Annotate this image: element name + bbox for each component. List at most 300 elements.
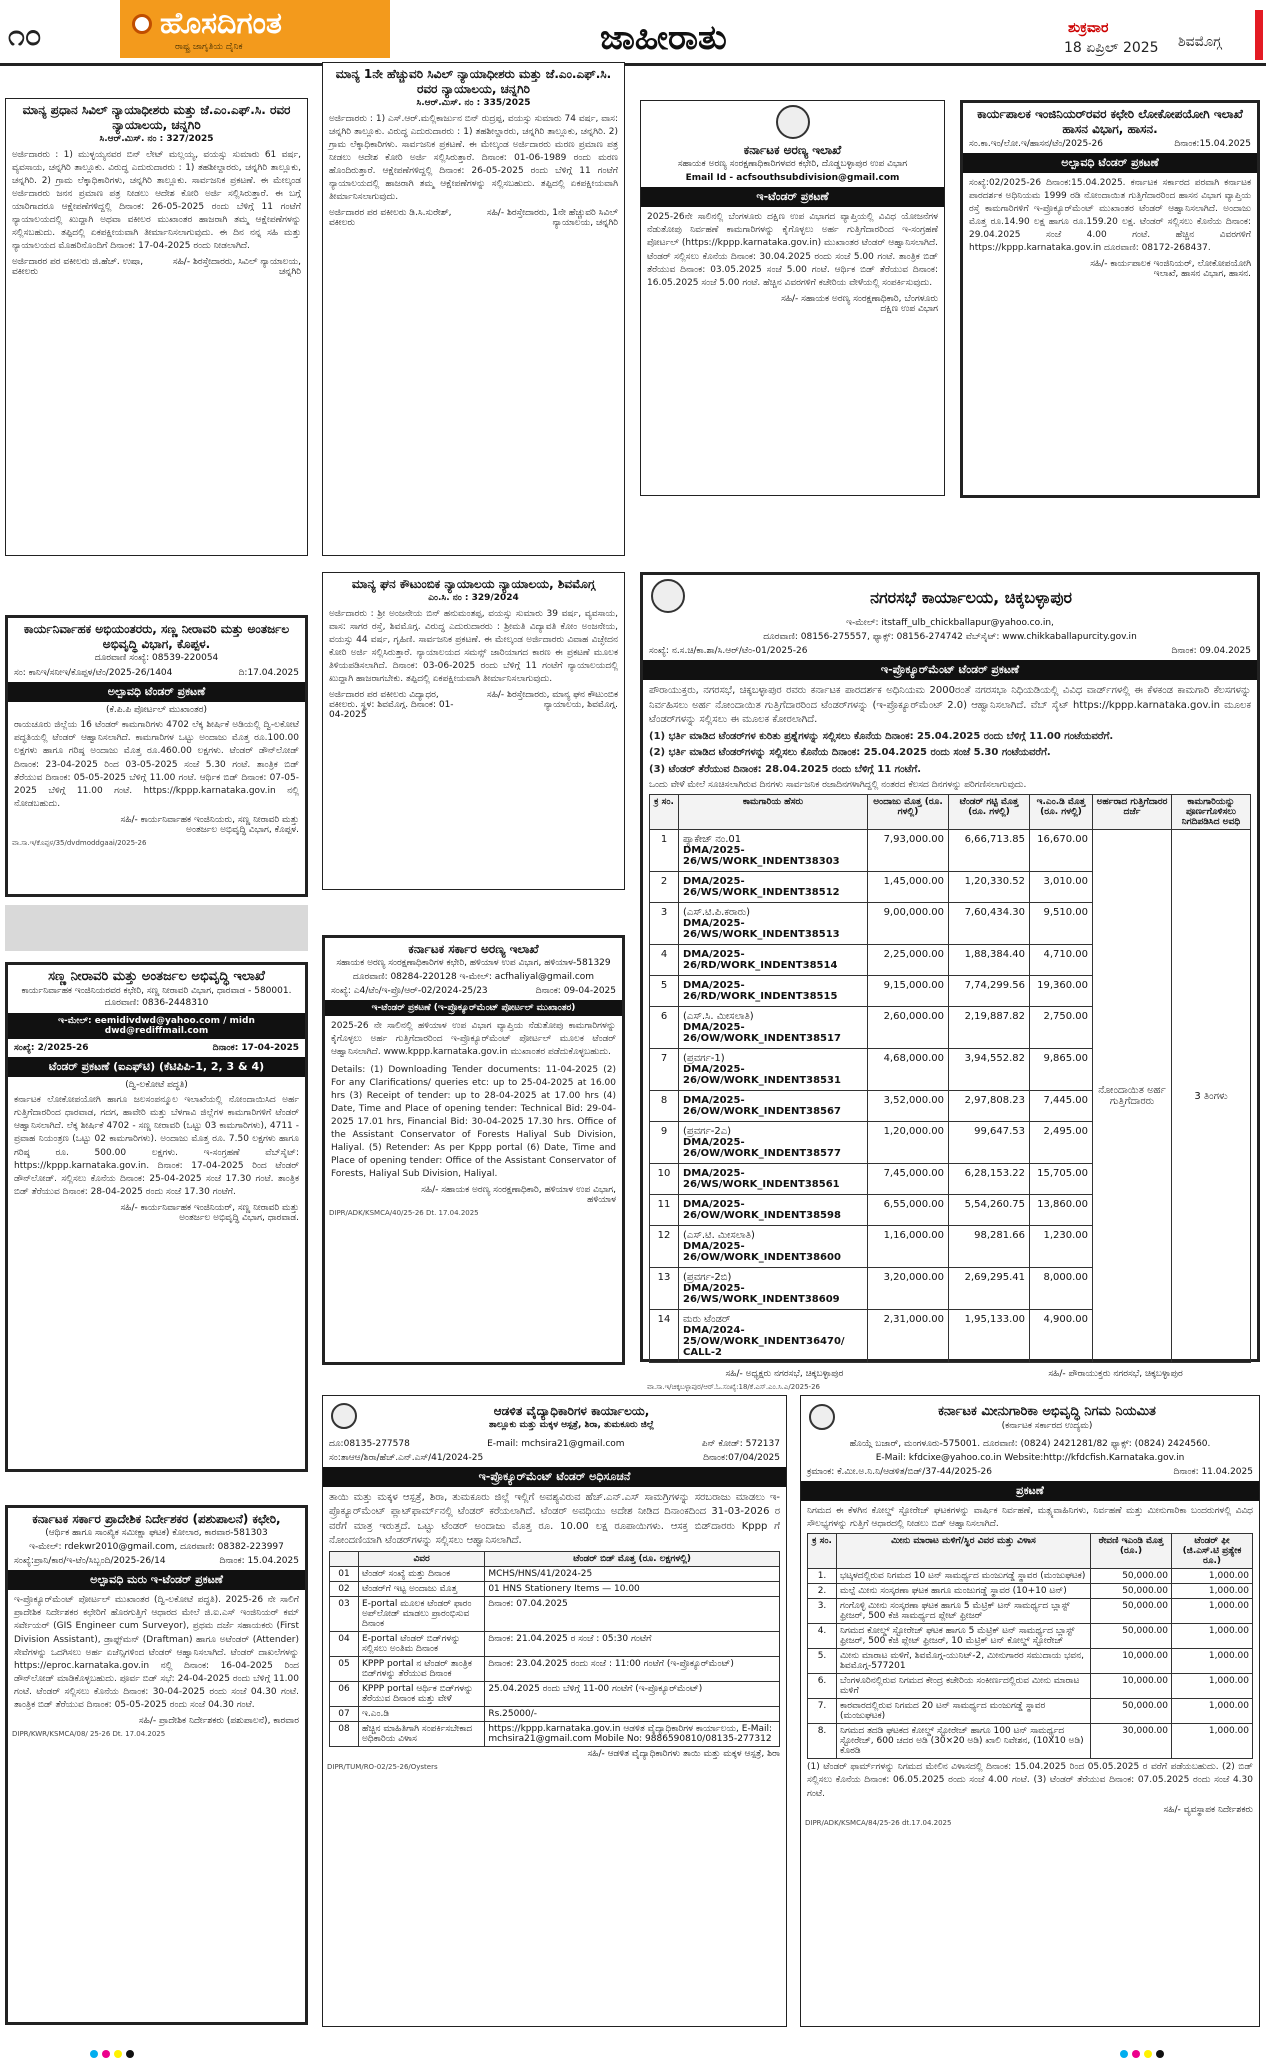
ad-body: ರಾಯಚೂರು ಜಿಲ್ಲೆಯ 16 ಟೆಂಡರ್ ಕಾಮಗಾರಿಗಳು 4702 ಲೆಕ್ಕ ಶೀರ್ಷಿಕೆ ಅಡಿಯಲ್ಲಿ ದ್ವಿ-ಲಕೋಟೆ ಪದ್ಧತಿಯಲ್ಲಿ ಟೆಂಡರ್ ಆಹ್ವಾನಿಸಲಾಗಿದೆ. ಕಾಮಗಾರಿಗಳ ಒಟ್ಟು ಅಂದಾಜು ಮೊತ್ತ ರೂ.100.00 ಲಕ್ಷಗಳು ಹಾಗೂ ಗರಿಷ್ಠ ಅಂದಾಜು ಮೊತ್ತ ರೂ.460.00 ಲಕ್ಷಗಳು. ಟೆಂಡರ್ ಡೌನ್‌ಲೋಡ್ ದಿನಾಂಕ: 23-04-2025 ರಿಂದ 03-05-2025 ಸಂಜೆ 5.30 ಗಂಟೆ. ತಾಂತ್ರಿಕ ಬಿಡ್ ತೆರೆಯುವ ದಿನಾಂಕ: 05-05-2025 ಬೆಳಿಗ್ಗೆ 11.00 ಗಂಟೆ. ಆರ್ಥಿಕ ಬಿಡ್ ದಿನಾಂಕ: 07-05-2025 ಬೆಳಿಗ್ಗೆ 11.00 ಗಂಟೆ. https://kppp.karnataka.gov.in ನಲ್ಲಿ ನೋಡಬಹುದು. — [14, 720, 299, 809]
row-label: KPPP portal ನ ಟೆಂಡರ್ ತಾಂತ್ರಿಕ ಬಿಡ್‌ಗಳನ್ನು ತೆರೆಯುವ ದಿನಾಂಕ — [359, 1656, 485, 1681]
ad-band: ಇ-ಟೆಂಡರ್ ಪ್ರಕಟಣೆ (ಇ-ಪ್ರೊಕ್ಯೂರ್‌ಮೆಂಟ್ ಪೋರ್ಟಲ್ ಮುಖಾಂತರ) — [325, 1000, 622, 1016]
ad-body: ಸಂಖ್ಯೆ:02/2025-26 ದಿನಾಂಕ:15.04.2025. ಕರ್ನಾಟಕ ಸರ್ಕಾರದ ಪರವಾಗಿ ಕರ್ನಾಟಕ ಪಾರದರ್ಶಕ ಅಧಿನಿಯಮ 1999 ರಡಿ ನೋಂದಾಯಿತ ಗುತ್ತಿಗೆದಾರರಿಂದ ಹಾಸನ ವಿಭಾಗ ವ್ಯಾಪ್ತಿಯ ರಸ್ತೆ ಕಾಮಗಾರಿಗಳಿಗೆ ಇ-ಪ್ರೊಕ್ಯೂರ್‌ಮೆಂಟ್ ಮುಖಾಂತರ ಟೆಂಡರ್ ಆಹ್ವಾನಿಸಲಾಗಿದೆ. ಅಂದಾಜು ಮೊತ್ತ ರೂ.14.90 ಲಕ್ಷ ಹಾಗೂ ರೂ.159.20 ಲಕ್ಷ. ಟೆಂಡರ್ ಸಲ್ಲಿಸಲು ಕೊನೆಯ ದಿನಾಂಕ: 29.04.2025 ಸಂಜೆ 4.00 ಗಂಟೆ. ಹೆಚ್ಚಿನ ವಿವರಗಳಿಗೆ https://kppp.karnataka.gov.in ದೂರವಾಣಿ: 08172-268437. — [969, 178, 1251, 254]
col-header: ಟೆಂಡರ್ ಫೀ (ಜಿ.ಎಸ್.ಟಿ ಪ್ರತ್ಯೇಕ ರೂ.) — [1172, 1534, 1253, 1569]
emd-amount: 50,000.00 — [1091, 1599, 1172, 1624]
procurement-table — [329, 1551, 780, 1747]
table-row — [808, 1584, 1253, 1599]
row-value: https://kppp.karnataka.gov.in ಆಡಳಿತ ವೈದ್ಯಾಧಿಕಾರಿಗಳ ಕಾರ್ಯಾಲಯ, E-Mail: mchsira21@gmail.com Mobile No: 9886590810/08135-277312 — [485, 1721, 780, 1746]
col-header: ಟೆಂಡರ್ ಬಿಡ್ ಮೊತ್ತ (ರೂ. ಲಕ್ಷಗಳಲ್ಲಿ) — [485, 1551, 780, 1566]
estimate-amount: 9,15,000.00 — [868, 976, 949, 1007]
ad-title: ಮಾನ್ಯ ಪ್ರಧಾನ ಸಿವಿಲ್ ನ್ಯಾಯಾಧೀಶರು ಮತ್ತು ಜೆ.ಎಂ.ಎಫ್.ಸಿ. ರವರ ನ್ಯಾಯಾಲಯ, ಚನ್ನಗಿರಿ — [22, 103, 291, 132]
put-to-tender-amount: 6,28,153.22 — [949, 1164, 1030, 1195]
ad-band: ಅಲ್ಪಾವಧಿ ಟೆಂಡರ್ ಪ್ರಕಟಣೆ — [963, 153, 1257, 173]
table-row — [330, 1631, 780, 1656]
registration-mark-yellow — [1144, 2050, 1152, 2058]
row-number: 7 — [650, 1049, 679, 1091]
put-to-tender-amount: 1,88,384.40 — [949, 945, 1030, 976]
work-indent-code: DMA/2025-26/RD/WORK_INDENT38514 — [683, 949, 838, 972]
ad-email: ಇ-ಮೇಲ್: rdekwr2010@gmail.com, ದೂರವಾಣಿ: 08382-223997 — [29, 1541, 284, 1552]
row-value: MCHS/HNS/41/2024-25 — [485, 1566, 780, 1581]
emd-amount: 9,865.00 — [1030, 1049, 1093, 1091]
row-number: 05 — [330, 1656, 359, 1681]
ref-number: ಸಂ: ಕಾನಿಇ/ಸನೀಇ/ಕೊಪ್ಪಳ/ಟೆಂ/2025-26/1404 — [14, 667, 173, 678]
work-name: (ಎಸ್.ಟಿ. ಮೀಸಲಾತಿ) — [683, 1230, 755, 1242]
work-name: (ಪ್ರವರ್ಗ-2ಬಿ) — [683, 1272, 732, 1284]
row-number: 11 — [650, 1195, 679, 1226]
registration-mark-cyan — [90, 2050, 98, 2058]
ad-signatory: ಸಹಿ/- ಕಾರ್ಯಪಾಲಕ ಇಂಜಿನಿಯರ್, ಲೋಕೋಪಯೋಗಿ ಇಲಾಖೆ, ಹಾಸನ ವಿಭಾಗ, ಹಾಸನ. — [1090, 259, 1251, 280]
ad-signatory-left: ಅರ್ಜಿದಾರರ ಪರ ವಕೀಲರು ಡಿ.ಸಿ.ಸುರೇಶ್, ವಕೀಲರು — [329, 208, 452, 229]
work-indent-code: DMA/2025-26/WS/WORK_INDENT38303 — [683, 845, 840, 868]
row-number: 10 — [650, 1164, 679, 1195]
ad-signatory-right: ಸಹಿ/- ಪೌರಾಯುಕ್ತರು ನಗರಸಭೆ, ಚಿಕ್ಕಬಳ್ಳಾಪುರ — [1048, 1369, 1183, 1380]
tender-table — [649, 794, 1251, 1363]
ad-email: Email Id - acfsouthsubdivision@gmail.com — [685, 172, 900, 183]
ref-date: ದಿನಾಂಕ: 15.04.2025 — [219, 1556, 299, 1567]
ad-body: 2025-26ನೇ ಸಾಲಿನಲ್ಲಿ ಬೆಂಗಳೂರು ದಕ್ಷಿಣ ಉಪ ವಿಭಾಗದ ವ್ಯಾಪ್ತಿಯಲ್ಲಿ ವಿವಿಧ ಯೋಜನೆಗಳ ನೆಡುತೋಪು ನಿರ್ವಹಣೆ ಕಾಮಗಾರಿಗಳನ್ನು ಕೈಗೊಳ್ಳಲು ಅರ್ಹ ಗುತ್ತಿಗೆದಾರರಿಂದ ಇ-ಸಂಗ್ರಹಣೆ ಪೋರ್ಟಲ್ (https://kppp.karnataka.gov.in) ಮುಖಾಂತರ ಟೆಂಡರ್ ಆಹ್ವಾನಿಸಲಾಗಿದೆ. ಟೆಂಡರ್ ಸಲ್ಲಿಸಲು ಕೊನೆಯ ದಿನಾಂಕ: 30.04.2025 ರಂದು ಸಂಜೆ 5.00 ಗಂಟೆ. ತಾಂತ್ರಿಕ ಬಿಡ್ ತೆರೆಯುವ ದಿನಾಂಕ: 03.05.2025 ಸಂಜೆ 5.00 ಗಂಟೆ. ಆರ್ಥಿಕ ಬಿಡ್ ತೆರೆಯುವ ದಿನಾಂಕ: 16.05.2025 ಸಂಜೆ 5.00 ಗಂಟೆ. ಹೆಚ್ಚಿನ ವಿವರಗಳಿಗೆ ಕಚೇರಿಯ ವೇಳೆಯಲ್ಲಿ ಸಂಪರ್ಕಿಸುವುದು. — [647, 212, 938, 288]
ref-date: ದಿನಾಂಕ: 17-04-2025 — [212, 1042, 299, 1053]
row-value: ದಿನಾಂಕ: 23.04.2025 ರಂದು ಸಂಜೆ : 11:00 ಗಂಟೆಗೆ (ಇ-ಪ್ರೊಕ್ಯೂರ್‌ಮೆಂಟ್) — [485, 1656, 780, 1681]
ad-signatory-right: ಸಹಿ/- ಶಿರಸ್ತೇದಾರರು, 1ನೇ ಹೆಚ್ಚುವರಿ ಸಿವಿಲ್ ನ್ಯಾಯಾಲಯ, ಚನ್ನಗಿರಿ — [486, 208, 618, 229]
corporation-logo-icon — [809, 1404, 835, 1430]
ad-title: ಮಾನ್ಯ 1ನೇ ಹೆಚ್ಚುವರಿ ಸಿವಿಲ್ ನ್ಯಾಯಾಧೀಶರು ಮತ್ತು ಜೆ.ಎಂ.ಎಫ್.ಸಿ. ರವರ ನ್ಯಾಯಾಲಯ, ಚನ್ನಗಿರಿ — [335, 67, 612, 96]
pin-code: ಪಿನ್ ಕೋಡ್: 572137 — [701, 1438, 780, 1449]
emd-amount: 3,010.00 — [1030, 872, 1093, 903]
ref-number: ಸಂಖ್ಯೆ: ನ.ಸ.ಚಿ/ಕಾ.ಶಾ/ಸಿ.ಆರ್/ಟೆಂ-01/2025-26 — [649, 646, 808, 657]
emd-amount: 1,230.00 — [1030, 1226, 1093, 1268]
ad-band: ಅಲ್ಪಾವಧಿ ಟೆಂಡರ್ ಪ್ರಕಟಣೆ — [8, 682, 305, 702]
work-cell — [679, 1195, 868, 1226]
ad-band: ಟೆಂಡರ್ ಪ್ರಕಟಣೆ (ಐಎಫ್‌ಟಿ) (ಕೆಟಿಪಿಪಿ-1, 2, 3 & 4) — [8, 1057, 305, 1077]
ad-phone: ದೂರವಾಣಿ ಸಂಖ್ಯೆ: 08539-220054 — [94, 653, 219, 663]
bid-table — [807, 1533, 1253, 1759]
unit-description: ಗಂಗೊಳ್ಳಿ ಮೀನು ಸಂಸ್ಕರಣಾ ಘಟಕ ಹಾಗೂ 5 ಮೆಟ್ರಿಕ್ ಟನ್ ಸಾಮರ್ಥ್ಯದ ಬ್ಲಾಸ್ಟ್ ಫ್ರೀಜರ್, 500 ಕೆಜಿ ಸಾಮರ್ಥ್ಯದ ಪ್ಲೇಟ್ ಫ್ರೀಜರ್ — [837, 1599, 1091, 1624]
work-indent-code: DMA/2025-26/WS/WORK_INDENT38609 — [683, 1283, 840, 1306]
work-name: (ಪ್ರವರ್ಗ-2ಎ) — [683, 1126, 732, 1138]
brand-logo-icon — [132, 14, 152, 34]
row-number: 06 — [330, 1681, 359, 1706]
emd-amount: 50,000.00 — [1091, 1699, 1172, 1724]
ad-title: ಸಣ್ಣ ನೀರಾವರಿ ಮತ್ತು ಅಂತರ್ಜಲ ಅಭಿವೃದ್ಧಿ ಇಲಾಖೆ — [48, 969, 265, 984]
ref-number: ಸಂ:ತಾಆಆ/ಶಿರಾ/ಹೆಚ್.ಎನ್.ಎಸ್/41/2024-25 — [329, 1452, 484, 1463]
put-to-tender-amount: 99,647.53 — [949, 1122, 1030, 1164]
put-to-tender-amount: 1,95,133.00 — [949, 1310, 1030, 1363]
ad-signatory: ಸಹಿ/- ಪ್ರಾದೇಶಿಕ ನಿರ್ದೇಶಕರು (ಪಶುಪಾಲನೆ), ಕಾರವಾರ — [138, 1715, 299, 1726]
ref-number: ಸಂ.ಕಾ.ಇಂ/ಲೋ.ಇ/ಹಾಸನ/ಟೆಂ/2025-26 — [969, 139, 1103, 149]
ad-address: ಹೊಯ್ಗೆ ಬಜಾರ್, ಮಂಗಳೂರು-575001. ದೂರವಾಣಿ: (0824) 2421281/82 ಫ್ಯಾಕ್ಸ್: (0824) 2424560. — [849, 1438, 1211, 1449]
col-header: ಟೆಂಡರ್ ಗಟ್ಟಿ ಮೊತ್ತ (ರೂ. ಗಳಲ್ಲಿ) — [949, 795, 1030, 830]
row-number: 7. — [808, 1699, 837, 1724]
work-indent-code: DMA/2024-25/OW/WORK_INDENT36470/ CALL-2 — [683, 1325, 845, 1359]
row-label: E-portal ಟೆಂಡರ್ ಬಿಡ್‌ಗಳನ್ನು ಸಲ್ಲಿಸಲು ಅಂತಿಮ ದಿನಾಂಕ — [359, 1631, 485, 1656]
table-row — [330, 1596, 780, 1631]
row-value: 25.04.2025 ರಂದು ಬೆಳಿಗ್ಗೆ 11-00 ಗಂಟೆಗೆ (ಇ-ಪ್ರೊಕ್ಯೂರ್‌ಮೆಂಟ್) — [485, 1681, 780, 1706]
karnataka-emblem-icon — [331, 1403, 357, 1429]
row-number: 4. — [808, 1624, 837, 1649]
ref-date: ದಿನಾಂಕ: 09-04-2025 — [535, 986, 616, 997]
ad-subtitle: (ಕರ್ನಾಟಕ ಸರ್ಕಾರದ ಉದ್ಯಮ) — [1001, 1421, 1093, 1432]
ad-signatory-right: ಸಹಿ/- ಶಿರಸ್ತೇದಾರರು, ಮಾನ್ಯ ಘನ ಕೌಟುಂಬಿಕ ನ್ಯಾಯಾಲಯ, ಶಿವಮೊಗ್ಗ. — [486, 689, 618, 710]
row-number: 4 — [650, 945, 679, 976]
court-notice-ad-1 — [5, 98, 308, 556]
row-number: 6. — [808, 1674, 837, 1699]
ad-signatory: ಸಹಿ/- ಆಡಳಿತ ವೈದ್ಯಾಧಿಕಾರಿಗಳು ತಾಯಿ ಮತ್ತು ಮಕ್ಕಳ ಆಸ್ಪತ್ರೆ, ಶಿರಾ — [587, 1748, 780, 1759]
tender-details: Details: (1) Downloading Tender documents: 11-04-2025 (2) For any Clarifications/ queries etc: up to 25-04-2025 at 16.00 hrs (3) Receipt of tender: up to 28-04-2025 at 17.00 hrs (4) Date, Time and Place of opening tender: Technical Bid: 29-04-2025 17.01 hrs, Financial Bid: 30-04-2025 17.30 hrs. Office of the Assistant Conservator of Forests Haliyal Sub Division, Haliyal. (5) Retender: As per Kppp portal (6) Date, Time and Place of opening tender: Office of the Assistant Conservator of Forests, Haliyal Sub Division, Haliyal. — [331, 1064, 616, 1179]
work-cell — [679, 1122, 868, 1164]
put-to-tender-amount: 6,66,713.85 — [949, 830, 1030, 872]
ad-signatory-right: ಸಹಿ/- ಶಿರಸ್ತೇದಾರರು, ಸಿವಿಲ್ ನ್ಯಾಯಾಲಯ, ಚನ್ನಗಿರಿ — [172, 257, 301, 278]
work-cell — [679, 1164, 868, 1195]
put-to-tender-amount: 3,94,552.82 — [949, 1049, 1030, 1091]
work-cell — [679, 1310, 868, 1363]
table-row — [808, 1569, 1253, 1584]
emd-amount: 10,000.00 — [1091, 1649, 1172, 1674]
work-indent-code: DMA/2025-26/WS/WORK_INDENT38561 — [683, 1168, 840, 1191]
put-to-tender-amount: 7,60,434.30 — [949, 903, 1030, 945]
ref-date: ದಿನಾಂಕ: 11.04.2025 — [1173, 1467, 1253, 1478]
hospital-procurement-ad — [322, 1395, 787, 2027]
issue-day: ಶುಕ್ರವಾರ — [1068, 20, 1109, 36]
row-number: 5 — [650, 976, 679, 1007]
tender-fee: 1,000.00 — [1172, 1649, 1253, 1674]
contractor-grade: ನೋಂದಾಯಿತ ಅರ್ಹ ಗುತ್ತಿಗೆದಾರರು — [1093, 830, 1172, 1363]
row-number: 04 — [330, 1631, 359, 1656]
row-label: KPPP portal ಆರ್ಥಿಕ ಬಿಡ್‌ಗಳನ್ನು ತೆರೆಯುವ ದಿನಾಂಕ ಮತ್ತು ವೇಳೆ — [359, 1681, 485, 1706]
emd-amount: 8,000.00 — [1030, 1268, 1093, 1310]
col-header: ಕಾಮಗಾರಿಯನ್ನು ಪೂರ್ಣಗೊಳಿಸಲು ನಿಗದಿಪಡಿಸಿದ ಅವಧಿ — [1172, 795, 1251, 830]
emd-amount: 2,495.00 — [1030, 1122, 1093, 1164]
work-indent-code: DMA/2025-26/OW/WORK_INDENT38577 — [683, 1137, 841, 1160]
row-number: 3 — [650, 903, 679, 945]
unit-description: ಭಟ್ಕಳದಲ್ಲಿರುವ ನಿಗಮದ 10 ಟನ್ ಸಾಮರ್ಥ್ಯದ ಮಂಜುಗಡ್ಡೆ ಸ್ಥಾವರ (ಮಂಜುಘಟಕ) — [837, 1569, 1091, 1584]
ad-code: DIPR/KWR/KSMCA/08/ 25-26 Dt. 17.04.2025 — [12, 1729, 166, 1738]
unit-description: ನಿಗಮದ ಕೋಲ್ಡ್ ಸ್ಟೋರೇಜ್ ಘಟಕ ಹಾಗೂ 5 ಮೆಟ್ರಿಕ್ ಟನ್ ಸಾಮರ್ಥ್ಯದ ಬ್ಲಾಸ್ಟ್ ಫ್ರೀಜರ್, 500 ಕೆಜಿ ಪ್ಲೇಟ್ ಫ್ರೀಜರ್, 10 ಮೆಟ್ರಿಕ್ ಟನ್ ಕೋಲ್ಡ್ ಸ್ಟೋರೇಜ್ — [837, 1624, 1091, 1649]
put-to-tender-amount: 98,281.66 — [949, 1226, 1030, 1268]
table-row — [808, 1699, 1253, 1724]
put-to-tender-amount: 5,54,260.75 — [949, 1195, 1030, 1226]
ad-body: ತಾಯಿ ಮತ್ತು ಮಕ್ಕಳ ಆಸ್ಪತ್ರೆ, ಶಿರಾ, ತುಮಕೂರು ಜಿಲ್ಲೆ ಇಲ್ಲಿಗೆ ಅವಶ್ಯವಿರುವ ಹೆಚ್.ಎನ್.ಎಸ್ ಸಾಮಗ್ರಿಗಳನ್ನು ಸರಬರಾಜು ಮಾಡಲು ಇ-ಪ್ರೊಕ್ಯೂರ್‌ಮೆಂಟ್ ಪ್ಲಾಟ್‌ಫಾರ್ಮ್‌ನಲ್ಲಿ ಟೆಂಡರ್ ಕರೆಯಲಾಗಿದೆ. ಟೆಂಡರ್ ಅವಧಿಯು ಅದೇಶ ನೀಡಿದ ದಿನಾಂಕದಿಂದ 31-03-2026 ರ ವರೆಗೆ ಮಾತ್ರ ಇರುತ್ತದೆ. ಒಟ್ಟು ಟೆಂಡರ್ ಅಂದಾಜು ಮೊತ್ತ ರೂ. 10.00 ಲಕ್ಷ ರೂಪಾಯಿಗಳು. ಆಸಕ್ತ ಬಿಡ್‌ದಾರರು Kppp ಗೆ ನೋಂದಣಿಯಾಗಿ ಟೆಂಡರ್‌ಗಳನ್ನು ಸಲ್ಲಿಸಲು ಆಹ್ವಾನಿಸಲಾಗಿದೆ. — [329, 1491, 780, 1547]
karnataka-emblem-icon — [776, 105, 810, 139]
ad-intro: ಪೌರಾಯುಕ್ತರು, ನಗರಸಭೆ, ಚಿಕ್ಕಬಳ್ಳಾಪುರ ರವರು ಕರ್ನಾಟಕ ಪಾರದರ್ಶಕ ಅಧಿನಿಯಮ 2000ರಂತೆ ನಗರಸಭಾ ನಿಧಿಯಡಿಯಲ್ಲಿ ವಿವಿಧ ವಾರ್ಡ್‌ಗಳಲ್ಲಿ ಈ ಕೆಳಕಂಡ ಕಾಮಗಾರಿ ಕೆಲಸಗಳನ್ನು ನಿರ್ವಹಿಸಲು ಅರ್ಹ ನೋಂದಾಯಿತ ಗುತ್ತಿಗೆದಾರರಿಂದ ಟೆಂಡರ್‌ಗಳನ್ನು (ಇ-ಪ್ರೊಕ್ಯೂರ್‌ಮೆಂಟ್ 2.0) ಆಹ್ವಾನಿಸಲಾಗಿದೆ. ವೆಬ್ ಸೈಟ್ https://kppp.karnataka.gov.in ಮೂಲಕ ಟೆಂಡರ್‌ಗಳನ್ನು ಸಲ್ಲಿಸಲು ಈ ಮೂಲಕ ಕೋರಲಾಗಿದೆ. — [649, 685, 1251, 726]
ad-code: DIPR/TUM/RO-02/25-26/Oysters — [327, 1762, 438, 1771]
work-cell — [679, 1268, 868, 1310]
pwd-hassan-tender-ad — [960, 100, 1260, 498]
fisheries-corp-bid-ad — [800, 1395, 1260, 2027]
table-row — [808, 1599, 1253, 1624]
case-number: ಸಿ.ಆರ್.ಮಿಸ್. ನಂ : 327/2025 — [99, 134, 214, 144]
unit-description: ನಿಗಮದ ತದಡಿ ಘಟಕದ ಕೋಲ್ಡ್ ಸ್ಟೋರೇಜ್ ಹಾಗೂ 100 ಟನ್ ಸಾಮರ್ಥ್ಯದ ಸ್ಟೋರೇಜ್, 600 ಚದರ ಅಡಿ (30×20 ಅಡಿ) ಖಾಲಿ ನಿವೇಶನ, (10X10 ಅಡಿ) ಕೊಠಡಿ — [837, 1724, 1091, 1759]
ad-title: ಕರ್ನಾಟಕ ಮೀನುಗಾರಿಕಾ ಅಭಿವೃದ್ಧಿ ನಿಗಮ ನಿಯಮಿತ — [938, 1404, 1156, 1419]
work-indent-code: DMA/2025-26/WS/WORK_INDENT38513 — [683, 918, 840, 941]
emd-amount: 30,000.00 — [1091, 1724, 1172, 1759]
ad-body: ನಿಗಮದ ಈ ಕೆಳಗಿನ ಕೋಲ್ಡ್ ಸ್ಟೋರೇಜ್ ಘಟಕಗಳನ್ನು ವಾರ್ಷಿಕ ನಿರ್ವಹಣೆ, ಮತ್ಸ್ಯವಾಹಿನಿಗಳು, ನಿರ್ವಹಣೆ ಮತ್ತು ಮೀನುಗಾರಿಕಾ ಬಂದರುಗಳಲ್ಲಿ ವಿವಿಧ ಸೌಲಭ್ಯಗಳನ್ನು ಗುತ್ತಿಗೆ ಆಧಾರದಲ್ಲಿ ನೀಡಲು ಬಿಡ್ ಆಹ್ವಾನಿಸಲಾಗಿದೆ. — [807, 1506, 1253, 1530]
ref-number: ಕ್ರಮಾಂಕ: ಕೆ.ಮೀ.ಅ.ನಿ.ನಿ/ಆಡಳಿತ/ಬಿಡ್/37-44/2025-26 — [807, 1467, 993, 1478]
table-header-row — [650, 795, 1251, 830]
ad-code: DIPR/ADK/KSMCA/84/25-26 dt.17.04.2025 — [805, 1818, 952, 1827]
brand-title: ಹೊಸದಿಗಂತ — [160, 6, 282, 41]
ad-band: ಪ್ರಕಟಣೆ — [801, 1481, 1259, 1501]
row-number: 13 — [650, 1268, 679, 1310]
col-header: ಕ್ರ ಸಂ. — [650, 795, 679, 830]
deadline-point-3: (3) ಟೆಂಡರ್ ತೆರೆಯುವ ದಿನಾಂಕ: 28.04.2025 ರಂದು ಬೆಳಿಗ್ಗೆ 11 ಗಂಟೆಗೆ. — [649, 763, 922, 775]
emd-amount: 4,900.00 — [1030, 1310, 1093, 1363]
work-indent-code: DMA/2025-26/OW/WORK_INDENT38598 — [683, 1199, 841, 1222]
estimate-amount: 2,60,000.00 — [868, 1007, 949, 1049]
ref-date: ದಿನಾಂಕ:07/04/2025 — [703, 1452, 780, 1463]
table-row — [808, 1724, 1253, 1759]
row-number: 8 — [650, 1091, 679, 1122]
emd-amount: 15,705.00 — [1030, 1164, 1093, 1195]
row-number: 12 — [650, 1226, 679, 1268]
estimate-amount: 7,93,000.00 — [868, 830, 949, 872]
table-row — [650, 830, 1251, 872]
row-number: 9 — [650, 1122, 679, 1164]
court-notice-ad-2 — [322, 62, 625, 556]
tender-fee: 1,000.00 — [1172, 1599, 1253, 1624]
ad-body: 2025-26 ನೇ ಸಾಲಿನಲ್ಲಿ ಹಳಿಯಾಳ ಉಪ ವಿಭಾಗ ವ್ಯಾಪ್ತಿಯ ನೆಡುತೋಪು ಕಾಮಗಾರಿಗಳನ್ನು ಕೈಗೊಳ್ಳಲು ಅರ್ಹ ಗುತ್ತಿಗೆದಾರರಿಂದ ಇ-ಪ್ರೊಕ್ಯೂರ್‌ಮೆಂಟ್ ಪೋರ್ಟಲ್ ಮೂಲಕ ಟೆಂಡರ್ ಆಹ್ವಾನಿಸಲಾಗಿದೆ. www.kppp.karnataka.gov.in ಮುಖಾಂತರ ಪಡೆದುಕೊಳ್ಳಬಹುದು. — [331, 1021, 616, 1058]
ad-email: ಇ-ಮೇಲ್: itstaff_ulb_chickballapur@yahoo.co.in, — [846, 618, 1054, 628]
family-court-notice-ad — [322, 572, 625, 890]
table-row — [330, 1656, 780, 1681]
ad-title: ಕಾರ್ಯನಿರ್ವಾಹಕ ಅಭಿಯಂತರರು, ಸಣ್ಣ ನೀರಾವರಿ ಮತ್ತು ಅಂತರ್ಜಲ ಅಭಿವೃದ್ಧಿ ವಿಭಾಗ, ಕೊಪ್ಪಳ. — [23, 622, 290, 651]
ad-title: ಕರ್ನಾಟಕ ಸರ್ಕಾರ ಪ್ರಾದೇಶಿಕ ನಿರ್ದೇಶಕರ (ಪಶುಪಾಲನೆ) ಕಛೇರಿ, — [32, 1512, 281, 1526]
row-value: 01 HNS Stationery Items — 10.00 — [485, 1581, 780, 1596]
case-number: ಎಂ.ಸಿ. ನಂ : 329/2024 — [428, 593, 519, 603]
row-number: 02 — [330, 1581, 359, 1596]
work-indent-code: DMA/2025-26/OW/WORK_INDENT38567 — [683, 1095, 841, 1118]
work-indent-code: DMA/2025-26/RD/WORK_INDENT38515 — [683, 980, 838, 1003]
table-header-row — [808, 1534, 1253, 1569]
estimate-amount: 1,45,000.00 — [868, 872, 949, 903]
row-number: 6 — [650, 1007, 679, 1049]
ad-band: ಅಲ್ಪಾವಧಿ ಮರು ಇ-ಟೆಂಡರ್ ಪ್ರಕಟಣೆ — [8, 1570, 305, 1590]
ad-subtitle: (ಕೆ.ಪಿ.ಪಿ ಪೋರ್ಟಲ್ ಮುಖಾಂತರ) — [105, 704, 207, 715]
table-header-row — [330, 1551, 780, 1566]
ad-code: DIPR/ADK/KSMCA/40/25-26 Dt. 17.04.2025 — [329, 1208, 479, 1217]
tender-fee: 1,000.00 — [1172, 1724, 1253, 1759]
blank-ad-slot — [5, 905, 308, 951]
page-number: ೧೦ — [8, 18, 42, 53]
registration-mark-black — [1156, 2050, 1164, 2058]
registration-mark-magenta — [102, 2050, 110, 2058]
table-row — [330, 1681, 780, 1706]
ad-signatory: ಸಹಿ/- ವ್ಯವಸ್ಥಾಪಕ ನಿರ್ದೇಶಕರು — [1163, 1804, 1253, 1815]
ad-title: ಕಾರ್ಯಪಾಲಕ ಇಂಜಿನಿಯರ್‌ರವರ ಕಛೇರಿ ಲೋಕೋಪಯೋಗಿ ಇಲಾಖೆ ಹಾಸನ ವಿಭಾಗ, ಹಾಸನ. — [977, 107, 1243, 136]
emd-amount: 10,000.00 — [1091, 1674, 1172, 1699]
karnataka-emblem-icon — [651, 579, 685, 613]
row-number: 07 — [330, 1706, 359, 1721]
registration-mark-black — [126, 2050, 134, 2058]
holiday-note: ಒಂದು ವೇಳೆ ಮೇಲೆ ಸೂಚಿಸಲಾಗಿರುವ ದಿನಗಳು ಸಾರ್ವಜನಿಕ ರಜಾದಿನಗಳಾಗಿದ್ದಲ್ಲಿ ನಂತರದ ಕೆಲಸದ ದಿನಗಳನ್ನು ಪರಿಗಣಿಸಲಾಗುವುದು. — [649, 780, 1027, 791]
deadline-point-2: (2) ಭರ್ತಿ ಮಾಡಿದ ಟೆಂಡರ್‌ಗಳನ್ನು ಸಲ್ಲಿಸಲು ಕೊನೆಯ ದಿನಾಂಕ: 25.04.2025 ರಂದು ಸಂಜೆ 5.30 ಗಂಟೆಯವರೆಗೆ. — [649, 747, 1051, 759]
row-label: ಟೆಂಡರ್‌ಗೆ ಇಟ್ಟ ಅಂದಾಜು ಮೊತ್ತ — [359, 1581, 485, 1596]
ad-email: ಇ-ಮೇಲ್: eemidivdwd@yahoo.com / midn dwd@rediffmail.com — [8, 1013, 305, 1039]
row-value: ದಿನಾಂಕ: 07.04.2025 — [485, 1596, 780, 1631]
row-number: 3. — [808, 1599, 837, 1624]
col-header: ಇ.ಎಂ.ಡಿ ಮೊತ್ತ (ರೂ. ಗಳಲ್ಲಿ) — [1030, 795, 1093, 830]
estimate-amount: 3,20,000.00 — [868, 1268, 949, 1310]
emd-amount: 50,000.00 — [1091, 1569, 1172, 1584]
ad-signatory: ಸಹಿ/- ಸಹಾಯಕ ಅರಣ್ಯ ಸಂರಕ್ಷಣಾಧಿಕಾರಿ, ಬೆಂಗಳೂರು ದಕ್ಷಿಣ ಉಪ ವಿಭಾಗ — [781, 293, 938, 314]
ad-body: ಅರ್ಜಿದಾರರು : 1) ಎಸ್.ಆರ್.ಮಲ್ಲಿಕಾರ್ಜುನ ಬಿನ್ ರುದ್ರಪ್ಪ, ವಯಸ್ಸು ಸುಮಾರು 74 ವರ್ಷ, ವಾಸ: ಚನ್ನಗಿರಿ ತಾಲ್ಲೂಕು. ವಿರುದ್ಧ ಎದುರುದಾರರು : 1) ತಹಶೀಲ್ದಾರರು, ಚನ್ನಗಿರಿ ತಾಲ್ಲೂಕು, ಚನ್ನಗಿರಿ. 2) ಗ್ರಾಮ ಲೆಕ್ಕಾಧಿಕಾರಿಗಳು. ಸಾರ್ವಜನಿಕ ಪ್ರಕಟಣೆ. ಈ ಮೇಲ್ಕಂಡ ಅರ್ಜಿದಾರರು ಮರಣ ಪ್ರಮಾಣ ಪತ್ರ ನೀಡಲು ಆದೇಶ ಕೋರಿ ಅರ್ಜಿ ಸಲ್ಲಿಸಿರುತ್ತಾರೆ. ದಿನಾಂಕ: 01-06-1989 ರಂದು ಮರಣ ಹೊಂದಿರುತ್ತಾರೆ. ಆಕ್ಷೇಪಣೆಗಳಿದ್ದಲ್ಲಿ ದಿನಾಂಕ: 26-05-2025 ರಂದು ಬೆಳಿಗ್ಗೆ 11 ಗಂಟೆಗೆ ನ್ಯಾಯಾಲಯದಲ್ಲಿ ಹಾಜರಾಗಿ ತಮ್ಮ ಆಕ್ಷೇಪಣೆಗಳನ್ನು ಸಲ್ಲಿಸಬಹುದು. ತಪ್ಪಿದಲ್ಲಿ ಏಕಪಕ್ಷೀಯವಾಗಿ ತೀರ್ಮಾನಿಸಲಾಗುವುದು. — [329, 113, 618, 202]
work-cell — [679, 872, 868, 903]
emd-amount: 2,750.00 — [1030, 1007, 1093, 1049]
put-to-tender-amount: 2,19,887.82 — [949, 1007, 1030, 1049]
ref-number: ಸಂಖ್ಯೆ:ಪ್ರಾನಿ/ಕಾರ/ಇ-ಟೆಂ/ಸಿಬ್ಬಂದಿ/2025-26/14 — [14, 1556, 166, 1567]
ad-body: ಅರ್ಜಿದಾರರು : ಶ್ರೀ ಅಂಜನೇಯ ಬಿನ್ ಹನುಮಂತಪ್ಪ, ವಯಸ್ಸು ಸುಮಾರು 39 ವರ್ಷ, ವ್ಯವಸಾಯ, ವಾಸ: ಸಾಗರ ರಸ್ತೆ, ಶಿವಮೊಗ್ಗ. ವಿರುದ್ಧ ಎದುರುದಾರರು : ಶ್ರೀಮತಿ ವಿದ್ಯಾವತಿ ಕೋಂ ಅಂಜನೇಯ, ವಯಸ್ಸು 44 ವರ್ಷ, ಗೃಹಿಣಿ. ಸಾರ್ವಜನಿಕ ಪ್ರಕಟಣೆ. ಈ ಮೇಲ್ಕಂಡ ಅರ್ಜಿದಾರರು ವಿವಾಹ ವಿಚ್ಛೇದನ ಕೋರಿ ಅರ್ಜಿ ಸಲ್ಲಿಸಿರುತ್ತಾರೆ. ನ್ಯಾಯಾಲಯದ ಸಮನ್ಸ್ ಜಾರಿಯಾಗದ ಕಾರಣ ಈ ಪ್ರಕಟಣೆ ಮೂಲಕ ತಿಳಿಯಪಡಿಸಲಾಗಿದೆ. ದಿನಾಂಕ: 03-06-2025 ರಂದು ಬೆಳಿಗ್ಗೆ 11 ಗಂಟೆಗೆ ನ್ಯಾಯಾಲಯದಲ್ಲಿ ಖುದ್ದಾಗಿ ಹಾಜರಾಗಬೇಕು. ತಪ್ಪಿದಲ್ಲಿ ಏಕಪಕ್ಷೀಯವಾಗಿ ತೀರ್ಮಾನಿಸಲಾಗುವುದು. — [329, 608, 618, 684]
ref-date: ದಿನಾಂಕ:15.04.2025 — [1174, 139, 1251, 149]
header-accent-bar — [1255, 10, 1263, 60]
work-name: (ಎಸ್.ಟಿ.ಪಿ.ಕರಾರು) — [683, 907, 751, 919]
row-number: 1 — [650, 830, 679, 872]
put-to-tender-amount: 2,69,295.41 — [949, 1268, 1030, 1310]
ad-email: E-Mail: kfdcixe@yahoo.co.in Website:http://kfdcfish.Karnataka.gov.in — [875, 1452, 1185, 1463]
emd-amount: 19,360.00 — [1030, 976, 1093, 1007]
ad-signatory-left: ಅರ್ಜಿದಾರರ ಪರ ವಕೀಲರು ಜಿ.ಹೆಚ್. ಉಷಾ, ವಕೀಲರು — [12, 257, 144, 278]
ad-band-subtitle: (ದ್ವಿ-ಲಕೋಟೆ ಪದ್ಧತಿ) — [125, 1079, 188, 1090]
col-header: ಕಾಮಗಾರಿಯ ಹೆಸರು — [679, 795, 868, 830]
minor-irrigation-dharwad-ad — [5, 962, 308, 1472]
emd-amount: 13,860.00 — [1030, 1195, 1093, 1226]
forest-haliyal-tender-ad — [322, 935, 625, 1365]
ad-office: (ಆರ್ಥಿಕ ಹಾಗೂ ಸಾಂಖ್ಯಿಕ ಸಮೀಕ್ಷಾ ಘಟಕ) ಕೋಲಾರ, ಕಾರವಾರ-581303 — [45, 1528, 268, 1538]
ad-title: ಆಡಳಿತ ವೈದ್ಯಾಧಿಕಾರಿಗಳ ಕಾರ್ಯಾಲಯ, — [493, 1404, 650, 1418]
work-cell — [679, 945, 868, 976]
work-name: (ಎಸ್.ಸಿ. ಮೀಸಲಾತಿ) — [683, 1011, 754, 1023]
col-header: ಅರ್ಹರಾದ ಗುತ್ತಿಗೆದಾರರ ದರ್ಜೆ — [1093, 795, 1172, 830]
table-row — [808, 1624, 1253, 1649]
section-title: ಜಾಹೀರಾತು — [600, 18, 727, 58]
ad-title: ಕರ್ನಾಟಕ ಅರಣ್ಯ ಇಲಾಖೆ — [743, 143, 842, 157]
row-number: 08 — [330, 1721, 359, 1746]
row-number: 03 — [330, 1596, 359, 1631]
edition-city: ಶಿವಮೊಗ್ಗ — [1178, 34, 1222, 50]
col-header: ಅಂದಾಜು ಮೊತ್ತ (ರೂ. ಗಳಲ್ಲಿ) — [868, 795, 949, 830]
row-label: ಹೆಚ್ಚಿನ ಮಾಹಿತಿಗಾಗಿ ಸಂಪರ್ಕಿಸಬೇಕಾದ ಅಧಿಕಾರಿಯ ವಿಳಾಸ — [359, 1721, 485, 1746]
table-row — [330, 1706, 780, 1721]
ad-phone: ದೂರವಾಣಿ: 08156-275557, ಫ್ಯಾಕ್ಸ್: 08156-274742 ವೆಬ್‌ಸೈಟ್: www.chikkaballapurcity.gov.in — [763, 631, 1137, 642]
row-value: Rs.25000/- — [485, 1706, 780, 1721]
row-number: 2 — [650, 872, 679, 903]
ad-band: ಇ-ಪ್ರೊಕ್ಯೂರ್‌ಮೆಂಟ್ ಟೆಂಡರ್ ಅಧಿಸೂಚನೆ — [323, 1467, 786, 1487]
table-row — [330, 1566, 780, 1581]
table-row — [330, 1581, 780, 1596]
ad-band: ಇ-ಪ್ರೊಕ್ಯೂರ್‌ಮೆಂಟ್ ಟೆಂಡರ್ ಪ್ರಕಟಣೆ — [643, 660, 1257, 680]
estimate-amount: 1,20,000.00 — [868, 1122, 949, 1164]
col-header: ವಿವರ — [359, 1551, 485, 1566]
row-value: ದಿನಾಂಕ: 21.04.2025 ರ ಸಂಜೆ : 05:30 ಗಂಟೆಗೆ — [485, 1631, 780, 1656]
ad-code: ವಾ.ಸಾ.ಇ/ಚಿಕ್ಕಬಳ್ಳಾಪುರ/ಆರ್.ಓ.ಸಂಖ್ಯೆ:18/ಕೆ.ಎಸ್.ಎಂ.ಸಿ.ಎ/2025-26 — [647, 1383, 820, 1392]
registration-mark-cyan — [1120, 2050, 1128, 2058]
work-cell — [679, 976, 868, 1007]
ad-phone: ದೂ:08135-277578 — [329, 1438, 410, 1449]
estimate-amount: 2,31,000.00 — [868, 1310, 949, 1363]
col-header: ಠೇವಣಿ ಇಎಂಡಿ ಮೊತ್ತ (ರೂ.) — [1091, 1534, 1172, 1569]
ad-title: ನಗರಸಭೆ ಕಾರ್ಯಾಲಯ, ಚಿಕ್ಕಬಳ್ಳಾಪುರ — [870, 588, 1072, 607]
work-cell — [679, 1226, 868, 1268]
ad-signatory: ಸಹಿ/- ಕಾರ್ಯನಿರ್ವಾಹಕ ಇಂಜಿನಿಯರು, ಸಣ್ಣ ನೀರಾವರಿ ಮತ್ತು ಅಂತರ್ಜಲ ಅಭಿವೃದ್ಧಿ ವಿಭಾಗ, ಕೊಪ್ಪಳ. — [120, 814, 299, 835]
row-label: ಇ.ಎಂ.ಡಿ — [359, 1706, 485, 1721]
chikkaballapur-municipal-tender-ad — [640, 572, 1260, 1392]
ref-number: ಸಂಖ್ಯೆ: 2/2025-26 — [14, 1042, 89, 1053]
unit-description: ಬೆಂಗಳೂರಿನಲ್ಲಿರುವ ನಿಗಮದ ಕೇಂದ್ರ ಕಚೇರಿಯ ಸಂಕೀರ್ಣದಲ್ಲಿರುವ ಮೀನು ಮಾರಾಟ ಮಳಿಗೆ — [837, 1674, 1091, 1699]
ref-number: ಸಂಖ್ಯೆ: ಎ4/ಟೆಂ/ಇ-ಪ್ರೊ/ಆರ್-02/2024-25/23 — [331, 986, 488, 997]
completion-period: 3 ತಿಂಗಳು — [1172, 830, 1251, 1363]
issue-date: 18 ಏಪ್ರಿಲ್ 2025 — [1064, 40, 1159, 56]
ad-title: ಮಾನ್ಯ ಘನ ಕೌಟುಂಬಿಕ ನ್ಯಾಯಾಲಯ ನ್ಯಾಯಾಲಯ, ಶಿವಮೊಗ್ಗ — [351, 577, 596, 591]
ad-office: ಸಹಾಯಕ ಅರಣ್ಯ ಸಂರಕ್ಷಣಾಧಿಕಾರಿಗಳವರ ಕಛೇರಿ, ದೊಡ್ಡಬಳ್ಳಾಪುರ ಉಪ ವಿಭಾಗ — [677, 159, 908, 169]
work-name: (ಪ್ರವರ್ಗ-1) — [683, 1053, 725, 1065]
row-number: 5. — [808, 1649, 837, 1674]
put-to-tender-amount: 7,74,299.56 — [949, 976, 1030, 1007]
work-name: ಮರು ಟೆಂಡರ್ — [683, 1314, 731, 1326]
row-number: 8. — [808, 1724, 837, 1759]
work-cell — [679, 1007, 868, 1049]
ad-phone: ದೂರವಾಣಿ: 08284-220128 ಇ-ಮೇಲ್: acfhaliyal@gmail.com — [352, 971, 595, 982]
forest-dept-tender-ad — [640, 100, 945, 496]
ad-office: ಸಹಾಯಕ ಅರಣ್ಯ ಸಂರಕ್ಷಣಾಧಿಕಾರಿಗಳ ಕಛೇರಿ, ಹಳಿಯಾಳ ಉಪ ವಿಭಾಗ, ಹಳಿಯಾಳ-581329 — [336, 958, 611, 968]
work-indent-code: DMA/2025-26/OW/WORK_INDENT38531 — [683, 1064, 841, 1087]
ref-date: ದಿ:17.04.2025 — [238, 667, 299, 678]
emd-amount: 4,710.00 — [1030, 945, 1093, 976]
ad-code: ವಾ.ಸಾ.ಇ/ಕೊಪ್ಪಳ/35/dvdmoddgaai/2025-26 — [12, 838, 147, 847]
work-name: ಪ್ಯಾಕೇಜ್ ನಂ.01 — [683, 834, 742, 846]
ad-office: ಕಾರ್ಯನಿರ್ವಾಹಕ ಇಂಜಿನಿಯರವರ ಕಛೇರಿ, ಸಣ್ಣ ನೀರಾವರಿ ವಿಭಾಗ, ಧಾರವಾಡ - 580001. ದೂರವಾಣಿ: 0836-2448310 — [21, 986, 292, 1008]
case-number: ಸಿ.ಆರ್.ಮಿಸ್. ನಂ : 335/2025 — [416, 98, 531, 108]
ad-body: ಕರ್ನಾಟಕ ಲೋಕೋಪಯೋಗಿ ಹಾಗೂ ಜಲಸಂಪನ್ಮೂಲ ಇಲಾಖೆಯಲ್ಲಿ ನೋಂದಾಯಿಸಿದ ಅರ್ಹ ಗುತ್ತಿಗೆದಾರರಿಂದ ಧಾರವಾಡ, ಗದಗ, ಹಾವೇರಿ ಮತ್ತು ಬೆಳಗಾವಿ ಜಿಲ್ಲೆಗಳ ಕಾಮಗಾರಿಗಳಿಗೆ ಟೆಂಡರ್ ಆಹ್ವಾನಿಸಲಾಗಿದೆ. ಲೆಕ್ಕ ಶೀರ್ಷಿಕೆ 4702 - ಸಣ್ಣ ನೀರಾವರಿ (ಒಟ್ಟು 03 ಕಾಮಗಾರಿಗಳು), 4711 - ಪ್ರವಾಹ ನಿಯಂತ್ರಣ (ಒಟ್ಟು 02 ಕಾಮಗಾರಿಗಳು). ಅಂದಾಜು ಮೊತ್ತ ರೂ. 7.50 ಲಕ್ಷಗಳು ಹಾಗೂ ಗರಿಷ್ಠ ರೂ. 500.00 ಲಕ್ಷಗಳು. ಇ-ಸಂಗ್ರಹಣೆ ವೆಬ್‌ಸೈಟ್: https://kppp.karnataka.gov.in. ದಿನಾಂಕ: 17-04-2025 ರಿಂದ ಟೆಂಡರ್ ಡೌನ್‌ಲೋಡ್. ಸಲ್ಲಿಸಲು ಕೊನೆಯ ದಿನಾಂಕ: 25-04-2025 ಸಂಜೆ 17.30 ಗಂಟೆ. ತಾಂತ್ರಿಕ ಬಿಡ್ ತೆರೆಯುವ ದಿನಾಂಕ: 28-04-2025 ರಂದು ಸಂಜೆ 17.30 ಗಂಟೆಗೆ. — [14, 1095, 299, 1197]
row-label: ಟೆಂಡರ್ ಸಂಖ್ಯೆ ಮತ್ತು ದಿನಾಂಕ — [359, 1566, 485, 1581]
ad-signatory-left: ಅರ್ಜಿದಾರರ ಪರ ವಕೀಲರು ವಿದ್ಯಾಧರ, ವಕೀಲರು. ಸ್ಥಳ: ಶಿವಮೊಗ್ಗ. ದಿನಾಂಕ: 01-04-2025 — [329, 689, 454, 720]
table-row — [808, 1649, 1253, 1674]
estimate-amount: 1,16,000.00 — [868, 1226, 949, 1268]
emd-amount: 50,000.00 — [1091, 1624, 1172, 1649]
ad-body: ಅರ್ಜಿದಾರರು : 1) ಮುಳ್ಳಯ್ಯನವರ ಬಿನ್ ಲೇಟ್ ಮಲ್ಲಯ್ಯ, ವಯಸ್ಸು ಸುಮಾರು 61 ವರ್ಷ, ವ್ಯವಸಾಯ, ಚನ್ನಗಿರಿ ತಾಲ್ಲೂಕು. ವಿರುದ್ಧ ಎದುರುದಾರರು : 1) ತಹಶೀಲ್ದಾರರು, ಚನ್ನಗಿರಿ ತಾಲ್ಲೂಕು, ಚನ್ನಗಿರಿ. 2) ಗ್ರಾಮ ಲೆಕ್ಕಾಧಿಕಾರಿಗಳು, ಚನ್ನಗಿರಿ ತಾಲ್ಲೂಕು. ಸಾರ್ವಜನಿಕ ಪ್ರಕಟಣೆ. ಈ ಮೇಲ್ಕಂಡ ಅರ್ಜಿದಾರರು ಜನನ ಪ್ರಮಾಣ ಪತ್ರ ನೀಡಲು ಆದೇಶ ಕೋರಿ ಅರ್ಜಿ ಸಲ್ಲಿಸಿರುತ್ತಾರೆ. ಈ ಬಗ್ಗೆ ಯಾರಿಗಾದರೂ ಆಕ್ಷೇಪಣೆಗಳಿದ್ದಲ್ಲಿ ದಿನಾಂಕ: 26-05-2025 ರಂದು ಬೆಳಿಗ್ಗೆ 11 ಗಂಟೆಗೆ ನ್ಯಾಯಾಲಯದಲ್ಲಿ ಖುದ್ದಾಗಿ ಅಥವಾ ವಕೀಲರ ಮುಖಾಂತರ ಹಾಜರಾಗಿ ತಮ್ಮ ಆಕ್ಷೇಪಣೆಗಳನ್ನು ಸಲ್ಲಿಸಬಹುದು. ತಪ್ಪಿದಲ್ಲಿ ಏಕಪಕ್ಷೀಯವಾಗಿ ತೀರ್ಮಾನಿಸಲಾಗುವುದು. ಈ ದಿನ ನನ್ನ ಸಹಿ ಮತ್ತು ನ್ಯಾಯಾಲಯದ ಮೊಹರಿನೊಂದಿಗೆ ದಿನಾಂಕ: 17-04-2025 ರಂದು ನೀಡಲಾಗಿದೆ. — [12, 149, 301, 252]
brand-tagline: ರಾಷ್ಟ್ರ ಜಾಗೃತಿಯ ದೈನಿಕ — [175, 42, 243, 52]
work-cell — [679, 903, 868, 945]
ad-title: ಕರ್ನಾಟಕ ಸರ್ಕಾರ ಅರಣ್ಯ ಇಲಾಖೆ — [408, 942, 539, 956]
tender-fee: 1,000.00 — [1172, 1569, 1253, 1584]
emd-amount: 9,510.00 — [1030, 903, 1093, 945]
ad-email: E-mail: mchsira21@gmail.com — [487, 1438, 625, 1449]
row-label: E-portal ಮೂಲಕ ಟೆಂಡರ್ ಫಾರಂ ಅಪ್‌ಲೋಡ್ ಮಾಡಲು ಪ್ರಾರಂಭಿಸುವ ದಿನಾಂಕ — [359, 1596, 485, 1631]
work-indent-code: DMA/2025-26/OW/WORK_INDENT38600 — [683, 1241, 841, 1264]
col-header: ಕ್ರ ಸಂ. — [808, 1534, 837, 1569]
estimate-amount: 6,55,000.00 — [868, 1195, 949, 1226]
emd-amount: 50,000.00 — [1091, 1584, 1172, 1599]
ad-signatory: ಸಹಿ/- ಸಹಾಯಕ ಅರಣ್ಯ ಸಂರಕ್ಷಣಾಧಿಕಾರಿ, ಹಳಿಯಾಳ ಉಪ ವಿಭಾಗ, ಹಳಿಯಾಳ — [421, 1184, 616, 1205]
row-number: 14 — [650, 1310, 679, 1363]
row-number: 2. — [808, 1584, 837, 1599]
emd-amount: 16,670.00 — [1030, 830, 1093, 872]
estimate-amount: 3,52,000.00 — [868, 1091, 949, 1122]
table-row — [808, 1674, 1253, 1699]
ad-signatory-left: ಸಹಿ/- ಅಧ್ಯಕ್ಷರು ನಗರಸಭೆ, ಚಿಕ್ಕಬಳ್ಳಾಪುರ — [725, 1369, 844, 1380]
estimate-amount: 4,68,000.00 — [868, 1049, 949, 1091]
row-number: 1. — [808, 1569, 837, 1584]
work-indent-code: DMA/2025-26/WS/WORK_INDENT38512 — [683, 876, 840, 899]
ad-office: ತಾಲ್ಲೂಕು ಮತ್ತು ಮಕ್ಕಳ ಆಸ್ಪತ್ರೆ, ಶಿರಾ, ತುಮಕೂರು ಜಿಲ್ಲೆ — [488, 1420, 655, 1430]
tender-fee: 1,000.00 — [1172, 1624, 1253, 1649]
estimate-amount: 7,45,000.00 — [868, 1164, 949, 1195]
tender-fee: 1,000.00 — [1172, 1674, 1253, 1699]
tender-fee: 1,000.00 — [1172, 1699, 1253, 1724]
estimate-amount: 9,00,000.00 — [868, 903, 949, 945]
minor-irrigation-koppal-ad — [5, 615, 308, 897]
ref-date: ದಿನಾಂಕ: 09.04.2025 — [1171, 646, 1251, 657]
put-to-tender-amount: 2,97,808.23 — [949, 1091, 1030, 1122]
tender-fee: 1,000.00 — [1172, 1584, 1253, 1599]
ad-body: ಇ-ಪ್ರೊಕ್ಯೂರ್‌ಮೆಂಟ್ ಪೋರ್ಟಲ್ ಮುಖಾಂತರ (ದ್ವಿ-ಲಕೋಟೆ ಪದ್ಧತಿ). 2025-26 ನೇ ಸಾಲಿಗೆ ಪ್ರಾದೇಶಿಕ ನಿರ್ದೇಶಕರ ಕಛೇರಿಗೆ ಹೊರಗುತ್ತಿಗೆ ಆಧಾರದ ಮೇಲೆ ಜಿ.ಐ.ಎಸ್ ಇಂಜಿನಿಯರ್ ಕಮ್ ಸರ್ವೇಯರ್ (GIS Engineer cum Surveyor), ಪ್ರಥಮ ದರ್ಜೆ ಸಹಾಯಕರು (First Division Assistant), ಡ್ರಾಫ್ಟ್‌ಮನ್ (Draftman) ಹಾಗೂ ಅಟೆಂಡರ್ (Attender) ಸೇವೆಗಳನ್ನು ಒದಗಿಸಲು ಅರ್ಹ ಏಜೆನ್ಸಿಗಳಿಂದ ಟೆಂಡರ್ ಆಹ್ವಾನಿಸಲಾಗಿದೆ. ಟೆಂಡರ್ ದಾಖಲೆಗಳನ್ನು https://eproc.karnataka.gov.in ನಲ್ಲಿ ದಿನಾಂಕ: 16-04-2025 ರಿಂದ ಡೌನ್‌ಲೋಡ್ ಮಾಡಿಕೊಳ್ಳಬಹುದು. ಪೂರ್ವ ಬಿಡ್ ಸಭೆ: 24-04-2025 ರಂದು ಬೆಳಿಗ್ಗೆ 11.00 ಗಂಟೆ. ಟೆಂಡರ್ ಸಲ್ಲಿಸಲು ಕೊನೆಯ ದಿನಾಂಕ: 30-04-2025 ರಂದು ಸಂಜೆ 04.30 ಗಂಟೆ. ತಾಂತ್ರಿಕ ಬಿಡ್ ತೆರೆಯುವ ದಿನಾಂಕ: 05-05-2025 ರಂದು ಸಂಜೆ 04.30 ಗಂಟೆ. — [14, 1595, 299, 1710]
